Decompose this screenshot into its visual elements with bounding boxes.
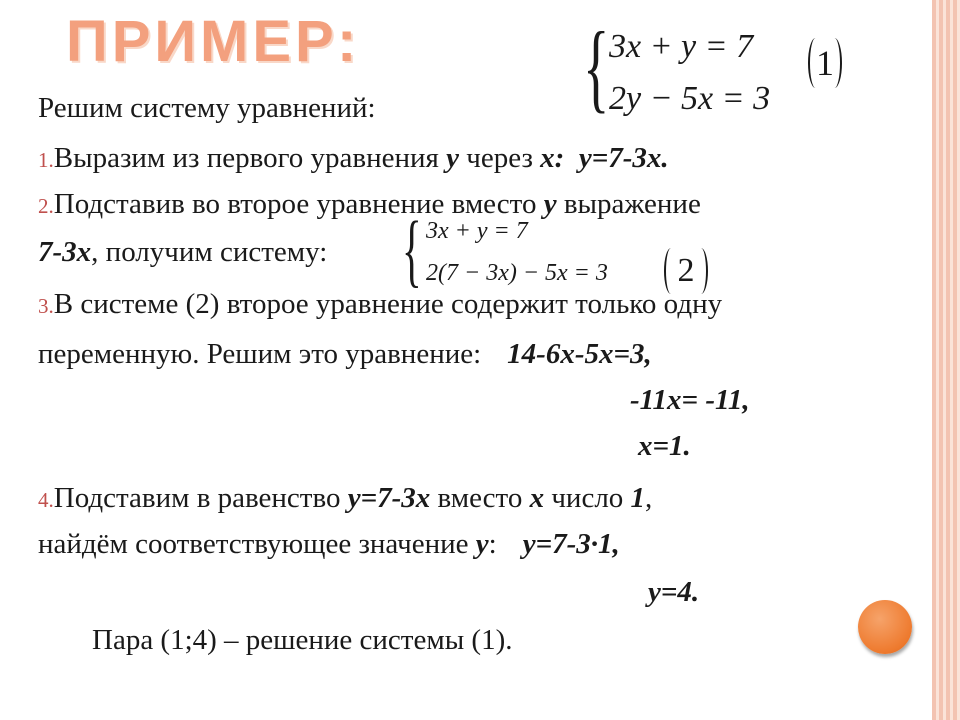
step-4-line2-text: найдём соответствующее значение bbox=[38, 528, 476, 560]
conclusion: Пара (1;4) – решение системы (1). bbox=[92, 624, 513, 656]
step-1-y: у bbox=[446, 142, 460, 174]
step-4-text-c: число bbox=[544, 482, 631, 514]
step-2-y: у bbox=[543, 188, 557, 220]
step-2-text-a: Подставив во второе уравнение вместо bbox=[53, 188, 544, 220]
step-4-y: у bbox=[475, 528, 489, 560]
step-4-text-d: , bbox=[645, 482, 653, 514]
system-1-label-text: 1 bbox=[816, 43, 834, 83]
step-3-eq-b: -11х= -11, bbox=[630, 384, 750, 416]
step-4-text-a: Подставим в равенство bbox=[53, 482, 348, 514]
step-2-number: 2. bbox=[38, 194, 54, 218]
step-1 bbox=[38, 144, 669, 173]
step-2-text-b: выражение bbox=[556, 188, 701, 220]
system-1-eq2: 2y − 5x = 3 bbox=[609, 80, 771, 117]
step-4-eq-a: у=7-3·1, bbox=[522, 528, 620, 560]
step-3 bbox=[38, 290, 722, 319]
step-3-line2-text: переменную. Решим это уравнение: bbox=[38, 338, 482, 370]
intro-text: Решим систему уравнений: bbox=[38, 92, 376, 124]
system-2-eq2: 2(7 − 3x) − 5x = 3 bbox=[426, 260, 608, 286]
step-4-line2 bbox=[38, 530, 620, 559]
system-1-eq1: 3x + y = 7 bbox=[609, 28, 754, 65]
step-1-x: х: bbox=[540, 142, 565, 174]
system-1 bbox=[583, 11, 833, 122]
step-4-x: х bbox=[529, 482, 545, 514]
step-4-one: 1 bbox=[630, 482, 646, 514]
step-3-eq-a: 14-6х-5х=3, bbox=[507, 338, 652, 370]
step-2-line2 bbox=[38, 238, 327, 267]
brace-icon: { bbox=[583, 11, 610, 122]
brace-icon: { bbox=[402, 204, 422, 295]
step-2-text-c: , получим систему: bbox=[91, 236, 328, 268]
decorative-stripes bbox=[932, 0, 960, 720]
step-3-line2 bbox=[38, 340, 652, 369]
system-2-label-text: 2 bbox=[677, 252, 695, 289]
step-4-expr: у=7-3х bbox=[347, 482, 431, 514]
step-4-text-b: вместо bbox=[430, 482, 530, 514]
step-3-line1: В системе (2) второе уравнение содержит только одну bbox=[53, 288, 723, 320]
step-1-number: 1. bbox=[38, 148, 54, 172]
step-4-number: 4. bbox=[38, 488, 54, 512]
step-4-colon: : bbox=[488, 528, 497, 560]
slide-title: ПРИМЕР: bbox=[66, 9, 361, 74]
step-1-text-a: Выразим из первого уравнения bbox=[53, 142, 447, 174]
step-2-expr: 7-3х bbox=[38, 236, 92, 268]
system-2 bbox=[402, 204, 662, 298]
step-1-text-b: через bbox=[459, 142, 541, 174]
system-2-eq1: 3x + y = 7 bbox=[426, 218, 528, 244]
step-3-eq-c: х=1. bbox=[638, 430, 691, 462]
step-4-eq-b: у=4. bbox=[648, 576, 700, 608]
step-3-number: 3. bbox=[38, 294, 54, 318]
step-1-expr: у=7-3х. bbox=[578, 142, 669, 174]
step-4 bbox=[38, 484, 652, 513]
decorative-circle-icon bbox=[858, 600, 912, 654]
system-1-label bbox=[808, 38, 842, 88]
